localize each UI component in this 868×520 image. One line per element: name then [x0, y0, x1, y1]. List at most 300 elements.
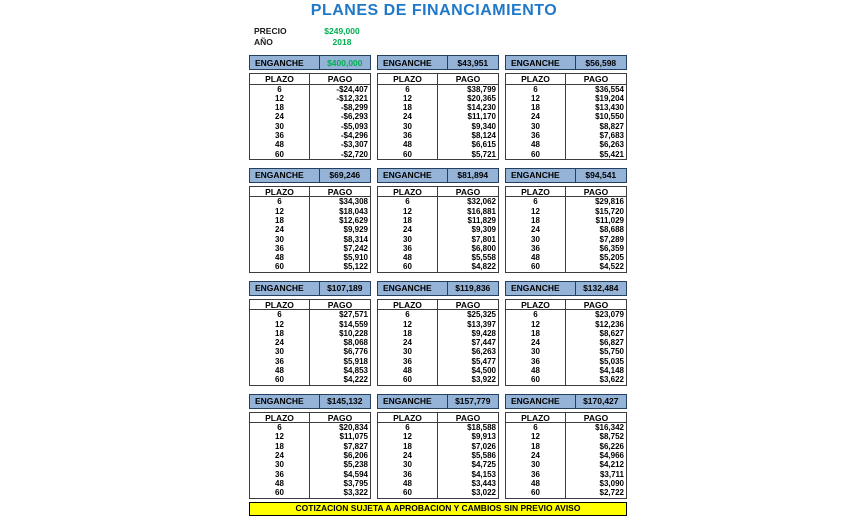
plan-row — [378, 460, 498, 469]
enganche-label: ENGANCHE — [506, 395, 576, 408]
plazo-value: 36 — [378, 131, 438, 140]
plazo-value: 6 — [378, 85, 438, 94]
pago-column-header: PAGO — [327, 74, 353, 84]
plan-row — [506, 320, 626, 329]
pago-column-header: PAGO — [455, 74, 481, 84]
pago-value: -$6,293 — [340, 112, 368, 122]
plan-body — [249, 73, 371, 160]
pago-column-header: PAGO — [327, 412, 353, 423]
plazo-value: 48 — [378, 479, 438, 488]
plazo-value: 60 — [250, 262, 310, 271]
plazo-value: 12 — [378, 320, 438, 329]
pago-value: $5,918 — [343, 356, 368, 366]
plazo-value: 36 — [250, 131, 310, 140]
plazo-value: 6 — [378, 423, 438, 432]
plazo-value: 18 — [506, 329, 566, 338]
plazo-value: 36 — [250, 244, 310, 253]
plan-body — [377, 299, 499, 386]
plan-row — [506, 85, 626, 94]
pago-value: -$4,296 — [340, 130, 368, 140]
plazo-value: 36 — [250, 470, 310, 479]
enganche-amount: $69,246 — [329, 170, 361, 181]
ano-value: 2018 — [332, 37, 352, 47]
plan-row — [506, 432, 626, 441]
plan-row — [250, 122, 370, 131]
column-headers — [250, 413, 370, 424]
plazo-value: 48 — [506, 479, 566, 488]
plazo-value: 36 — [250, 357, 310, 366]
enganche-label: ENGANCHE — [378, 56, 448, 69]
plazo-value: 18 — [250, 216, 310, 225]
plazo-value: 36 — [506, 470, 566, 479]
plazo-value: 30 — [506, 122, 566, 131]
pago-value: -$12,321 — [336, 93, 368, 103]
plazo-value: 12 — [250, 94, 310, 103]
enganche-amount: $56,598 — [585, 57, 617, 68]
pago-value: $2,722 — [599, 488, 624, 498]
plazo-value: 24 — [250, 338, 310, 347]
enganche-header — [505, 55, 627, 70]
pago-value: $23,079 — [595, 310, 624, 320]
plazo-value: 6 — [250, 310, 310, 319]
plazo-column-header: PLAZO — [378, 300, 438, 310]
pago-value: $6,226 — [599, 441, 624, 451]
plan-body — [377, 73, 499, 160]
plazo-value: 18 — [378, 442, 438, 451]
plan-row — [506, 366, 626, 375]
plazo-value: 60 — [250, 488, 310, 497]
plan-row — [250, 150, 370, 159]
plazo-value: 6 — [378, 197, 438, 206]
plan-table — [249, 168, 371, 273]
plazo-column-header: PLAZO — [506, 413, 566, 423]
plan-row — [506, 103, 626, 112]
plan-body — [505, 186, 627, 273]
pago-value: $5,122 — [343, 262, 368, 272]
pago-column-header: PAGO — [455, 299, 481, 310]
pago-value: $3,443 — [471, 478, 496, 488]
plan-row — [378, 103, 498, 112]
enganche-label: ENGANCHE — [250, 282, 320, 295]
enganche-amount: $170,427 — [583, 396, 619, 407]
plan-rows — [506, 310, 626, 384]
plazo-column-header: PLAZO — [506, 74, 566, 84]
plan-row — [250, 423, 370, 432]
pago-value: $8,627 — [599, 328, 624, 338]
plazo-value: 30 — [506, 347, 566, 356]
plan-rows — [378, 423, 498, 497]
plazo-value: 60 — [506, 262, 566, 271]
plan-row — [250, 470, 370, 479]
plazo-value: 24 — [506, 451, 566, 460]
plan-table — [249, 55, 371, 160]
pago-value: $3,622 — [599, 375, 624, 385]
plan-row — [378, 451, 498, 460]
enganche-amount: $145,132 — [327, 396, 363, 407]
pago-value: $9,309 — [471, 225, 496, 235]
plan-rows — [378, 85, 498, 159]
enganche-label: ENGANCHE — [378, 282, 448, 295]
pago-value: $5,421 — [599, 149, 624, 159]
pago-column-header: PAGO — [583, 74, 609, 84]
plazo-value: 60 — [506, 488, 566, 497]
plan-body — [249, 412, 371, 499]
plazo-value: 18 — [250, 442, 310, 451]
pago-value: $5,586 — [471, 451, 496, 461]
plan-row — [378, 94, 498, 103]
plan-row — [506, 310, 626, 319]
plazo-value: 18 — [378, 103, 438, 112]
plazo-value: 6 — [506, 310, 566, 319]
plazo-value: 36 — [378, 244, 438, 253]
plan-row — [378, 150, 498, 159]
plan-row — [378, 207, 498, 216]
column-headers — [378, 413, 498, 424]
enganche-amount: $94,541 — [585, 170, 617, 181]
enganche-header — [377, 281, 499, 296]
pago-value: $6,263 — [471, 347, 496, 357]
enganche-amount: $119,836 — [455, 283, 491, 294]
plan-row — [506, 150, 626, 159]
plan-row — [378, 320, 498, 329]
pago-value: $34,308 — [339, 197, 368, 207]
pago-value: $11,829 — [467, 215, 496, 225]
plazo-value: 18 — [250, 329, 310, 338]
plan-row — [378, 122, 498, 131]
enganche-amount: $43,951 — [457, 57, 489, 68]
pago-value: $25,325 — [467, 310, 496, 320]
plan-rows — [250, 310, 370, 384]
plan-row — [250, 262, 370, 271]
column-headers — [250, 74, 370, 85]
enganche-header — [505, 281, 627, 296]
plazo-value: 18 — [378, 216, 438, 225]
plazo-value: 48 — [378, 253, 438, 262]
plazo-value: 36 — [506, 131, 566, 140]
pago-value: $6,206 — [343, 451, 368, 461]
enganche-header — [249, 394, 371, 409]
enganche-amount: $132,484 — [583, 283, 619, 294]
plan-row — [250, 357, 370, 366]
pago-value: $15,720 — [595, 206, 624, 216]
plazo-value: 30 — [250, 460, 310, 469]
pago-column-header: PAGO — [583, 412, 609, 423]
plan-row — [250, 375, 370, 384]
pago-value: $9,340 — [471, 121, 496, 131]
plan-row — [506, 488, 626, 497]
plan-row — [506, 112, 626, 121]
plan-row — [378, 225, 498, 234]
plan-rows — [250, 197, 370, 271]
pago-value: $8,688 — [599, 225, 624, 235]
plan-row — [250, 310, 370, 319]
plan-table — [505, 394, 627, 499]
plazo-value: 6 — [250, 423, 310, 432]
plan-row — [378, 197, 498, 206]
pago-value: $13,430 — [595, 103, 624, 113]
plan-row — [506, 253, 626, 262]
plazo-value: 60 — [506, 150, 566, 159]
disclaimer-banner: COTIZACION SUJETA A APROBACION Y CAMBIOS SIN PREVIO AVISO — [249, 502, 627, 516]
plazo-value: 30 — [378, 347, 438, 356]
plan-row — [378, 244, 498, 253]
plazo-value: 36 — [506, 357, 566, 366]
plan-row — [506, 451, 626, 460]
pago-value: $7,242 — [343, 243, 368, 253]
pago-value: $11,075 — [339, 432, 368, 442]
pago-value: $3,022 — [471, 488, 496, 498]
column-headers — [378, 187, 498, 198]
plazo-column-header: PLAZO — [506, 300, 566, 310]
plan-row — [378, 347, 498, 356]
pago-column-header: PAGO — [583, 186, 609, 197]
plazo-column-header: PLAZO — [378, 74, 438, 84]
enganche-header — [249, 281, 371, 296]
plan-row — [506, 347, 626, 356]
plan-row — [250, 347, 370, 356]
pago-value: $6,359 — [599, 243, 624, 253]
pago-column-header: PAGO — [327, 186, 353, 197]
enganche-label: ENGANCHE — [378, 395, 448, 408]
pago-value: $8,314 — [343, 234, 368, 244]
plazo-value: 6 — [506, 423, 566, 432]
pago-column-header: PAGO — [327, 299, 353, 310]
plan-row — [378, 253, 498, 262]
plan-row — [378, 310, 498, 319]
enganche-amount: $81,894 — [457, 170, 489, 181]
pago-value: $7,827 — [343, 441, 368, 451]
pago-value: -$3,307 — [340, 140, 368, 150]
pago-value: $8,124 — [471, 130, 496, 140]
pago-value: $5,558 — [471, 253, 496, 263]
plan-row — [250, 235, 370, 244]
plazo-value: 60 — [378, 262, 438, 271]
enganche-label: ENGANCHE — [506, 169, 576, 182]
plan-row — [506, 131, 626, 140]
plan-table — [377, 168, 499, 273]
plan-row — [506, 442, 626, 451]
plan-row — [250, 253, 370, 262]
plazo-value: 12 — [506, 207, 566, 216]
plan-row — [250, 103, 370, 112]
plazo-value: 60 — [250, 150, 310, 159]
plazo-value: 18 — [506, 103, 566, 112]
plazo-value: 24 — [506, 112, 566, 121]
plazo-column-header: PLAZO — [506, 187, 566, 197]
enganche-header — [505, 168, 627, 183]
plan-row — [378, 432, 498, 441]
pago-value: $16,881 — [467, 206, 496, 216]
plan-row — [250, 112, 370, 121]
plan-row — [378, 479, 498, 488]
plazo-value: 48 — [378, 140, 438, 149]
plazo-value: 30 — [250, 235, 310, 244]
pago-value: $6,776 — [343, 347, 368, 357]
pago-value: $12,236 — [595, 319, 624, 329]
plan-table — [377, 281, 499, 386]
plan-rows — [378, 197, 498, 271]
plazo-value: 36 — [506, 244, 566, 253]
pago-value: $7,447 — [471, 338, 496, 348]
plazo-value: 12 — [506, 320, 566, 329]
column-headers — [250, 187, 370, 198]
plan-body — [377, 186, 499, 273]
plan-row — [250, 244, 370, 253]
plazo-value: 6 — [378, 310, 438, 319]
pago-value: $32,062 — [467, 197, 496, 207]
plan-row — [250, 338, 370, 347]
pago-value: $14,230 — [467, 103, 496, 113]
pago-value: $4,153 — [471, 469, 496, 479]
pago-value: $10,550 — [595, 112, 624, 122]
pago-value: $3,322 — [343, 488, 368, 498]
plazo-value: 48 — [250, 479, 310, 488]
plan-row — [378, 423, 498, 432]
pago-value: $6,263 — [599, 140, 624, 150]
pago-value: $6,800 — [471, 243, 496, 253]
plan-rows — [506, 197, 626, 271]
plan-table — [249, 394, 371, 499]
plazo-value: 24 — [250, 112, 310, 121]
pago-value: $13,397 — [467, 319, 496, 329]
plan-rows — [506, 85, 626, 159]
plazo-value: 24 — [506, 225, 566, 234]
plan-table — [249, 281, 371, 386]
plan-row — [506, 479, 626, 488]
pago-value: $5,035 — [599, 356, 624, 366]
plan-row — [378, 338, 498, 347]
enganche-amount: $157,779 — [455, 396, 491, 407]
plan-row — [378, 366, 498, 375]
plan-body — [249, 299, 371, 386]
pago-value: $4,500 — [471, 366, 496, 376]
pago-value: $10,228 — [339, 328, 368, 338]
enganche-label: ENGANCHE — [378, 169, 448, 182]
plan-row — [378, 329, 498, 338]
pago-value: $7,289 — [599, 234, 624, 244]
pago-column-header: PAGO — [455, 412, 481, 423]
plazo-value: 12 — [506, 94, 566, 103]
plan-row — [378, 357, 498, 366]
plazo-column-header: PLAZO — [250, 74, 310, 84]
pago-value: -$8,299 — [340, 103, 368, 113]
enganche-label: ENGANCHE — [250, 169, 320, 182]
plazo-value: 12 — [378, 94, 438, 103]
plazo-value: 30 — [506, 235, 566, 244]
plan-row — [378, 470, 498, 479]
plazo-value: 48 — [506, 253, 566, 262]
plan-row — [506, 216, 626, 225]
plan-row — [378, 216, 498, 225]
enganche-header — [377, 394, 499, 409]
pago-value: $8,752 — [599, 432, 624, 442]
pago-value: $19,204 — [595, 93, 624, 103]
column-headers — [250, 300, 370, 311]
plan-row — [378, 262, 498, 271]
plazo-value: 18 — [250, 103, 310, 112]
plan-row — [506, 470, 626, 479]
precio-row — [249, 26, 627, 37]
plazo-value: 18 — [378, 329, 438, 338]
plan-row — [250, 320, 370, 329]
plan-rows — [506, 423, 626, 497]
plan-row — [250, 94, 370, 103]
plan-table — [377, 55, 499, 160]
plazo-value: 12 — [250, 432, 310, 441]
plan-row — [250, 85, 370, 94]
plazo-column-header: PLAZO — [250, 413, 310, 423]
plazo-value: 24 — [378, 451, 438, 460]
plan-row — [378, 442, 498, 451]
column-headers — [506, 74, 626, 85]
price-year-info — [249, 26, 627, 48]
enganche-amount: $400,000 — [327, 57, 363, 68]
plan-row — [250, 479, 370, 488]
plazo-value: 48 — [378, 366, 438, 375]
plazo-value: 18 — [506, 442, 566, 451]
pago-value: $5,477 — [471, 356, 496, 366]
pago-column-header: PAGO — [455, 186, 481, 197]
pago-value: $14,559 — [339, 319, 368, 329]
pago-value: $5,910 — [343, 253, 368, 263]
pago-value: $9,929 — [343, 225, 368, 235]
plan-row — [506, 235, 626, 244]
plan-row — [378, 375, 498, 384]
column-headers — [506, 187, 626, 198]
plan-row — [378, 112, 498, 121]
plan-row — [250, 488, 370, 497]
plan-row — [506, 197, 626, 206]
plan-body — [505, 412, 627, 499]
plazo-value: 60 — [378, 150, 438, 159]
plan-rows — [250, 85, 370, 159]
page-title: PLANES DE FINANCIAMIENTO — [310, 2, 558, 19]
plazo-value: 30 — [506, 460, 566, 469]
pago-value: $4,822 — [471, 262, 496, 272]
plazo-value: 24 — [378, 225, 438, 234]
plans-grid — [249, 55, 627, 499]
enganche-header — [377, 168, 499, 183]
plan-row — [378, 140, 498, 149]
enganche-amount: $107,189 — [327, 283, 363, 294]
plazo-value: 60 — [378, 375, 438, 384]
pago-value: $7,801 — [471, 234, 496, 244]
pago-value: $16,342 — [595, 423, 624, 433]
plazo-value: 12 — [250, 207, 310, 216]
pago-value: $3,711 — [599, 469, 624, 479]
plan-body — [505, 73, 627, 160]
enganche-label: ENGANCHE — [506, 56, 576, 69]
plan-row — [250, 216, 370, 225]
plan-table — [377, 394, 499, 499]
plan-row — [378, 235, 498, 244]
pago-value: $4,594 — [343, 469, 368, 479]
plazo-column-header: PLAZO — [378, 413, 438, 423]
plazo-value: 24 — [250, 451, 310, 460]
plan-row — [378, 488, 498, 497]
plan-row — [250, 460, 370, 469]
plan-row — [378, 85, 498, 94]
plazo-value: 24 — [506, 338, 566, 347]
plazo-column-header: PLAZO — [378, 187, 438, 197]
plan-row — [506, 140, 626, 149]
pago-value: $8,827 — [599, 121, 624, 131]
plan-body — [249, 186, 371, 273]
plan-row — [250, 225, 370, 234]
plazo-value: 24 — [378, 112, 438, 121]
enganche-header — [505, 394, 627, 409]
precio-label: PRECIO — [254, 26, 287, 36]
